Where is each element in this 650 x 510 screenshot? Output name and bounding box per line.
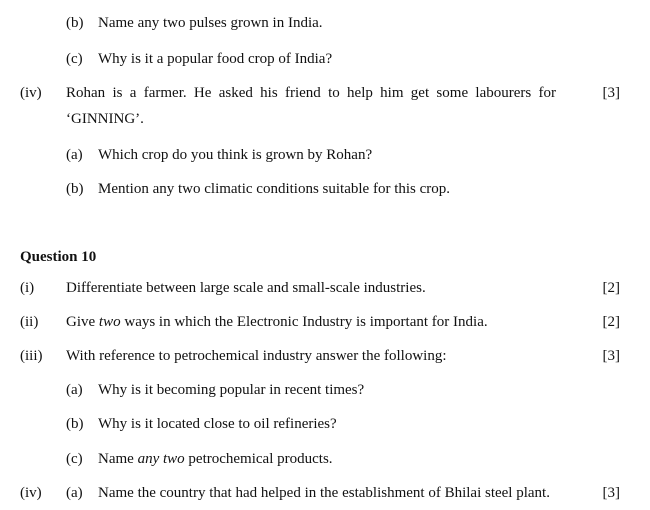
sub-label-a: (a) <box>66 147 83 163</box>
question-text-pulses: Name any two pulses grown in India. <box>98 15 323 31</box>
question-text-crop: Which crop do you think is grown by Rohan? <box>98 147 373 163</box>
marks-i: [2] <box>602 280 620 296</box>
marks-iv: [3] <box>602 85 620 101</box>
question-text-rohan-line1: Rohan is a farmer. He asked his friend to help him get some labourers for <box>66 85 556 101</box>
question-number-ii: (ii) <box>20 314 39 330</box>
question-text-refineries: Why is it located close to oil refineries? <box>98 416 337 432</box>
text-part: Give <box>66 314 99 330</box>
emphasis-text: two <box>98 314 121 330</box>
question-text-popular: Why is it becoming popular in recent times? <box>98 382 365 398</box>
marks-ii: [2] <box>602 314 620 330</box>
marks-iv-q10: [3] <box>602 485 620 501</box>
question-text-products <box>98 450 333 468</box>
sub-label-b-iii: (b) <box>66 416 84 432</box>
marks-iii: [3] <box>602 348 620 364</box>
question-text-industries: Differentiate between large scale and small-scale industries. <box>66 280 426 296</box>
question-number-iii: (iii) <box>20 348 43 364</box>
question-text-petrochemical: With reference to petrochemical industry answer the following: <box>66 348 447 364</box>
sub-label-a-iv: (a) <box>66 485 83 501</box>
emphasis-text: any two <box>137 451 185 467</box>
question-text-food-crop: Why is it a popular food crop of India? <box>98 51 333 67</box>
question-number-iv-q10: (iv) <box>20 485 42 501</box>
sub-label-c-iii: (c) <box>66 451 83 467</box>
question-number-iv: (iv) <box>20 85 42 101</box>
text-part: petrochemical products. <box>184 451 333 467</box>
sub-label-c: (c) <box>66 51 83 67</box>
question-text-electronic <box>66 313 488 331</box>
question-text-bhilai: Name the country that had helped in the establishment of Bhilai steel plant. <box>98 485 550 501</box>
sub-label-a-iii: (a) <box>66 382 83 398</box>
text-part: ways in which the Electronic Industry is important for India. <box>120 314 488 330</box>
sub-label-b-2: (b) <box>66 181 84 197</box>
question-text-rohan-line2: ‘GINNING’. <box>66 111 144 127</box>
text-part: Name <box>98 451 138 467</box>
question-text-climatic: Mention any two climatic conditions suitable for this crop. <box>98 181 451 197</box>
question-number-i: (i) <box>20 280 35 296</box>
question-heading: Question 10 <box>20 249 97 265</box>
sub-label-b: (b) <box>66 15 84 31</box>
